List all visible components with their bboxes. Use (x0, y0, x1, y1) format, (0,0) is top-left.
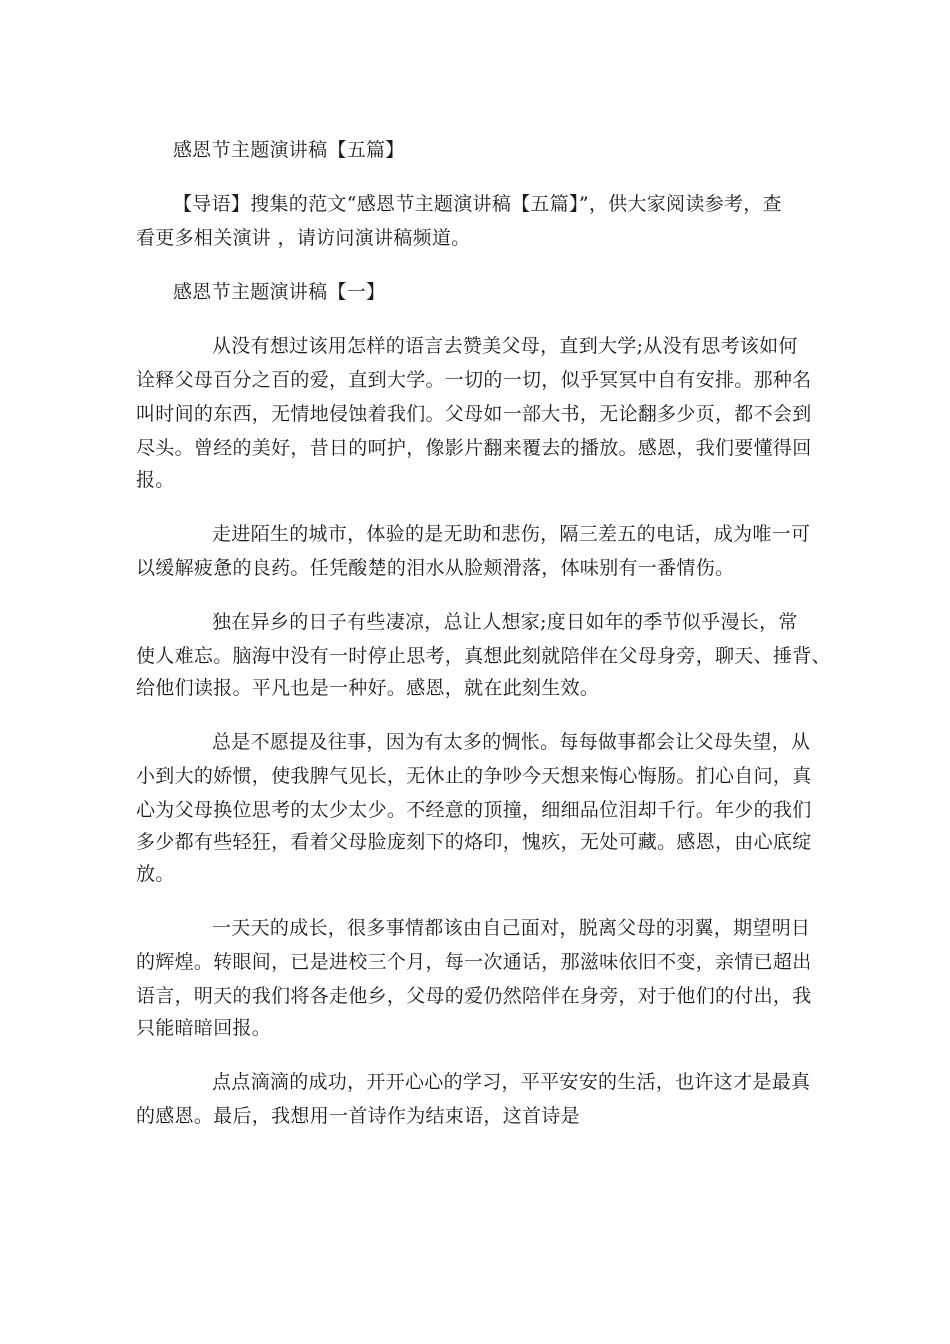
paragraph-line: 独在异乡的日子有些凄凉，总让人想家;度日如年的季节似乎漫长，常 (212, 611, 798, 633)
paragraph-line: 以缓解疲惫的良药。任凭酸楚的泪水从脸颊滑落，体味别有一番情伤。 (136, 557, 735, 579)
paragraph-line: 使人难忘。脑海中没有一时停止思考，真想此刻就陪伴在父母身旁，聊天、捶背、 (136, 645, 831, 667)
paragraph-line: 语言，明天的我们将各走他乡，父母的爱仍然陪伴在身旁，对于他们的付出，我 (136, 985, 812, 1007)
intro-line: 看更多相关演讲 ，请访问演讲稿频道。 (136, 227, 471, 249)
paragraph-line: 小到大的娇惯，使我脾气见长，无休止的争吵今天想来悔心悔肠。扪心自问，真 (136, 765, 812, 787)
paragraph-line: 多少都有些轻狂，看着父母脸庞刻下的烙印，愧疚，无处可藏。感恩，由心底绽 (136, 831, 812, 853)
paragraph-line: 点点滴滴的成功，开开心心的学习，平平安安的生活，也许这才是最真 (212, 1071, 811, 1093)
paragraph-line: 心为父母换位思考的太少太少。不经意的顶撞，细细品位泪却千行。年少的我们 (136, 799, 812, 821)
paragraph-line: 尽头。曾经的美好，昔日的呵护，像影片翻来覆去的播放。感恩，我们要懂得回 (136, 437, 812, 459)
paragraph-line: 的感恩。最后，我想用一首诗作为结束语，这首诗是 (136, 1105, 580, 1127)
paragraph-line: 总是不愿提及往事，因为有太多的惆怅。每每做事都会让父母失望，从 (212, 731, 811, 753)
paragraph-line: 报。 (136, 469, 175, 491)
paragraph-line: 一天天的成长，很多事情都该由自己面对，脱离父母的羽翼，期望明日 (212, 917, 811, 939)
paragraph-line: 诠释父母百分之百的爱，直到大学。一切的一切，似乎冥冥中自有安排。那种名 (136, 369, 812, 391)
paragraph-line: 放。 (136, 863, 175, 885)
paragraph-line: 给他们读报。平凡也是一种好。感恩，就在此刻生效。 (136, 677, 600, 699)
section-heading: 感恩节主题演讲稿【一】 (173, 281, 386, 303)
paragraph-line: 的辉煌。转眼间，已是进校三个月，每一次通话，那滋味依旧不变，亲情已超出 (136, 951, 812, 973)
intro-line: 【导语】搜集的范文“感恩节主题演讲稿【五篇】”，供大家阅读参考，查 (173, 193, 782, 215)
document-title: 感恩节主题演讲稿【五篇】 (173, 139, 405, 161)
paragraph-line: 只能暗暗回报。 (136, 1017, 272, 1039)
paragraph-line: 从没有想过该用怎样的语言去赞美父母，直到大学;从没有思考该如何 (212, 335, 798, 357)
paragraph-line: 走进陌生的城市，体验的是无助和悲伤，隔三差五的电话，成为唯一可 (212, 523, 811, 545)
paragraph-line: 叫时间的东西，无情地侵蚀着我们。父母如一部大书，无论翻多少页，都不会到 (136, 403, 812, 425)
